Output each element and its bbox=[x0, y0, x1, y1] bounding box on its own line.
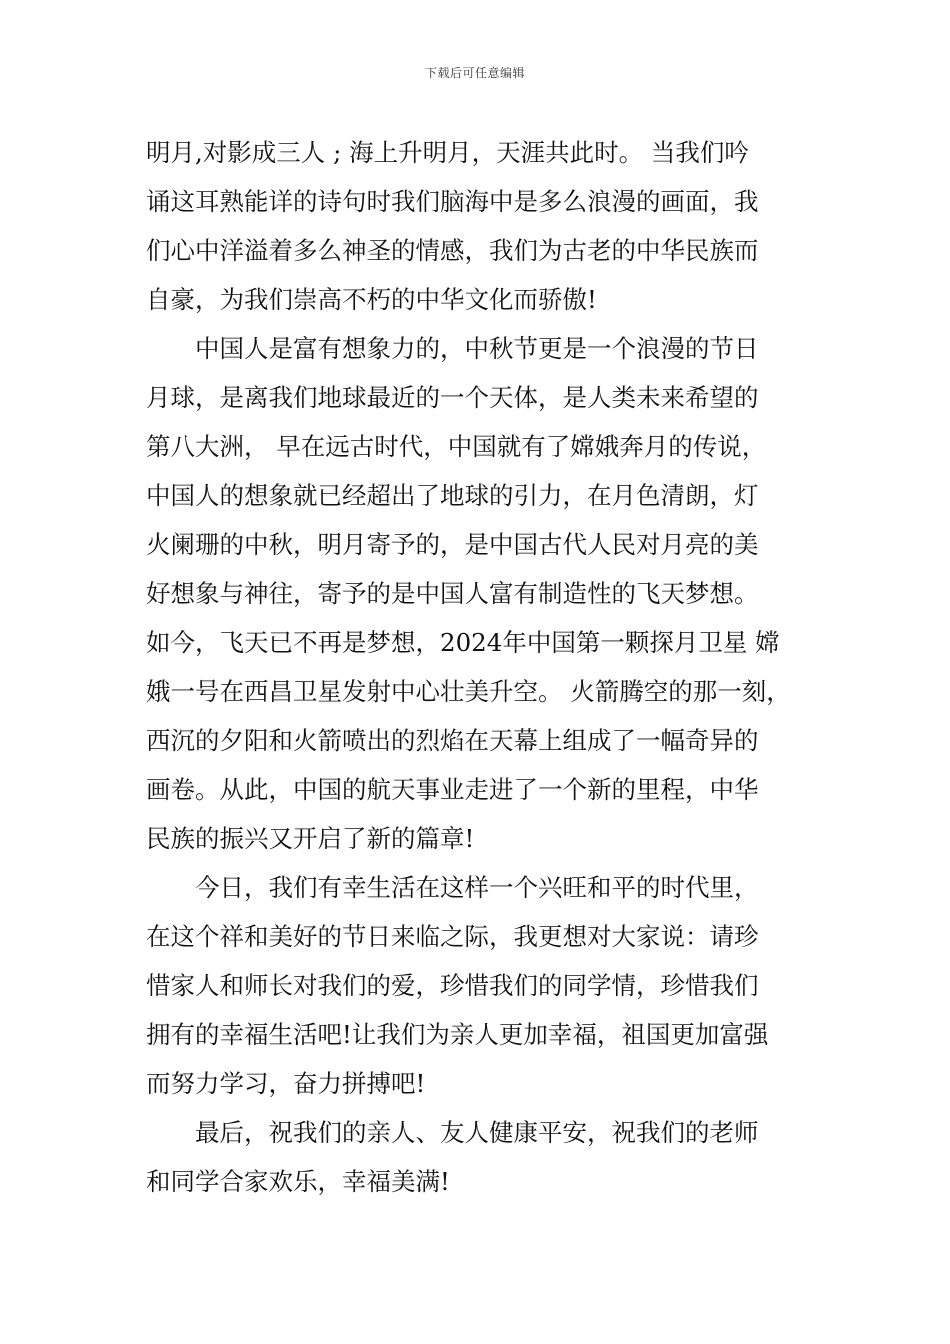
text-line: 月球，是离我们地球最近的一个天体，是人类未来希望的 bbox=[146, 383, 759, 412]
text-line: 西沉的夕阳和火箭喷出的烈焰在天幕上组成了一幅奇异的 bbox=[146, 726, 759, 755]
text-line: 火阑珊的中秋，明月寄予的，是中国古代人民对月亮的美 bbox=[146, 530, 759, 559]
text-line: 在这个祥和美好的节日来临之际，我更想对大家说：请珍 bbox=[146, 922, 759, 951]
text-line: 惜家人和师长对我们的爱，珍惜我们的同学情，珍惜我们 bbox=[146, 971, 759, 1000]
text-line: 拥有的幸福生活吧!让我们为亲人更加幸福，祖国更加富强 bbox=[146, 1020, 769, 1049]
text-line: 和同学合家欢乐，幸福美满! bbox=[146, 1167, 450, 1196]
text-line: 娥一号在西昌卫星发射中心壮美升空。 火箭腾空的那一刻， bbox=[146, 677, 791, 706]
text-line: 诵这耳熟能详的诗句时我们脑海中是多么浪漫的画面，我 bbox=[146, 187, 759, 216]
text-line: 画卷。从此，中国的航天事业走进了一个新的里程，中华 bbox=[146, 775, 759, 804]
text-line: 自豪，为我们崇高不朽的中华文化而骄傲! bbox=[146, 285, 597, 314]
text-line: 明月,对影成三人 ; 海上升明月，天涯共此时。 当我们吟 bbox=[146, 138, 749, 167]
body-text bbox=[146, 128, 816, 1206]
text-line: 好想象与神往，寄予的是中国人富有制造性的飞天梦想。 bbox=[146, 579, 759, 608]
text-line: 中国人的想象就已经超出了地球的引力，在月色清朗，灯 bbox=[146, 481, 759, 510]
text-line: 最后，祝我们的亲人、友人健康平安，祝我们的老师 bbox=[146, 1118, 759, 1147]
text-line: 第八大洲， 早在远古时代，中国就有了嫦娥奔月的传说， bbox=[146, 432, 767, 461]
text-line: 而努力学习，奋力拼搏吧! bbox=[146, 1069, 426, 1098]
page-header: 下载后可任意编辑 bbox=[424, 66, 525, 80]
text-line: 民族的振兴又开启了新的篇章! bbox=[146, 824, 475, 853]
text-line: 今日，我们有幸生活在这样一个兴旺和平的时代里， bbox=[146, 873, 759, 902]
text-line: 们心中洋溢着多么神圣的情感，我们为古老的中华民族而 bbox=[146, 236, 759, 265]
text-line: 如今，飞天已不再是梦想，2024年中国第一颗探月卫星 嫦 bbox=[146, 628, 780, 657]
text-line: 中国人是富有想象力的，中秋节更是一个浪漫的节日 bbox=[146, 334, 759, 363]
